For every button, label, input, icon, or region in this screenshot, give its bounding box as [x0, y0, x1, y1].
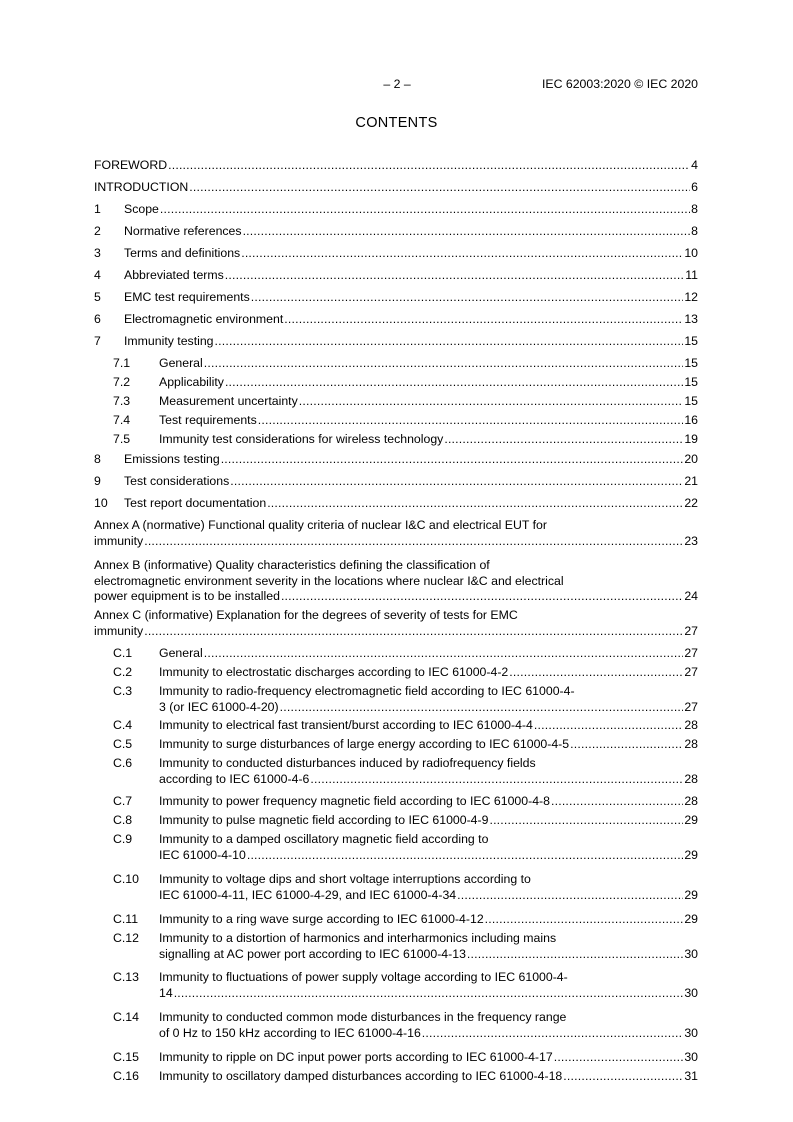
toc-entry-title: immunity	[94, 533, 144, 548]
toc-entry-title: Immunity to radio-frequency electromagnetic field according to IEC 61000-4-	[159, 684, 575, 698]
toc-page-number: 15	[684, 356, 698, 370]
toc-entry[interactable]	[94, 1069, 698, 1085]
toc-page-number: 8	[691, 202, 698, 216]
toc-page-number: 30	[684, 1025, 698, 1040]
toc-entry-title: Electromagnetic environment	[124, 312, 284, 326]
toc-page-number: 28	[684, 718, 698, 732]
toc-entry[interactable]	[94, 756, 698, 787]
toc-entry-title: Immunity to power frequency magnetic field according to IEC 61000-4-8	[159, 794, 550, 808]
toc-page-number: 12	[684, 290, 698, 304]
toc-entry[interactable]	[94, 718, 698, 734]
toc-entry[interactable]	[94, 794, 698, 810]
toc-entry-title: Immunity to a damped oscillatory magnetic field according to	[159, 832, 489, 846]
toc-entry-number: C.15	[113, 1050, 139, 1064]
toc-page-number: 29	[684, 847, 698, 862]
toc-entry-number: C.4	[113, 718, 133, 732]
toc-entry-number: 8	[94, 452, 101, 466]
toc-entry-number: 4	[94, 268, 101, 282]
toc-entry[interactable]	[94, 496, 698, 512]
toc-leader-dots	[144, 534, 683, 550]
toc-entry[interactable]	[94, 413, 698, 429]
toc-entry-number: C.8	[113, 813, 133, 827]
toc-page-number: 23	[684, 533, 698, 548]
toc-entry[interactable]	[94, 474, 698, 490]
toc-entry[interactable]	[94, 224, 698, 240]
toc-entry-number: 5	[94, 290, 101, 304]
toc-leader-dots	[563, 1069, 683, 1085]
toc-leader-dots	[225, 375, 683, 391]
toc-entry-number: C.6	[113, 756, 133, 770]
toc-entry-title: Test report documentation	[124, 496, 267, 510]
toc-leader-dots	[174, 986, 684, 1002]
toc-entry[interactable]	[94, 432, 698, 448]
toc-entry-title: FOREWORD	[94, 158, 168, 172]
toc-page-number: 30	[684, 1050, 698, 1064]
toc-page-number: 15	[684, 375, 698, 389]
toc-leader-dots	[258, 413, 684, 429]
toc-page-number: 30	[684, 946, 698, 961]
toc-page-number: 16	[684, 413, 698, 427]
toc-entry-number: C.2	[113, 665, 133, 679]
toc-page-number: 11	[685, 268, 698, 282]
toc-leader-dots	[570, 737, 683, 753]
toc-entry-number: C.7	[113, 794, 133, 808]
toc-page-number: 27	[684, 646, 698, 660]
toc-leader-dots	[284, 312, 683, 328]
toc-leader-dots	[230, 474, 683, 490]
toc-leader-dots	[144, 624, 683, 640]
toc-entry-title: Annex C (informative) Explanation for the degrees of severity of tests for EMC	[94, 608, 518, 622]
toc-entry[interactable]	[94, 684, 698, 715]
toc-entry-title: Immunity to a distortion of harmonics and interharmonics including mains	[159, 931, 557, 945]
toc-page-number: 6	[691, 180, 698, 194]
toc-entry-title: Measurement uncertainty	[159, 394, 298, 408]
toc-entry-title: INTRODUCTION	[94, 180, 189, 194]
toc-leader-dots	[204, 356, 684, 372]
toc-entry[interactable]	[94, 180, 698, 196]
toc-leader-dots	[280, 700, 684, 716]
toc-entry-title: IEC 61000-4-11, IEC 61000-4-29, and IEC 61000-4-34	[159, 887, 457, 902]
toc-entry-title: Scope	[124, 202, 159, 216]
toc-page-number: 15	[684, 394, 698, 408]
toc-entry-title: Test requirements	[159, 413, 257, 427]
toc-entry[interactable]	[94, 608, 698, 639]
toc-page-number: 28	[684, 737, 698, 751]
toc-leader-dots	[444, 432, 683, 448]
toc-entry-title: General	[159, 356, 203, 370]
page-title: CONTENTS	[355, 115, 438, 131]
toc-page-number: 20	[684, 452, 698, 466]
toc-entry[interactable]	[94, 334, 698, 350]
toc-entry-number: 7.5	[113, 432, 131, 446]
toc-entry-title: Immunity to voltage dips and short voltage interruptions according to	[159, 872, 531, 886]
toc-entry-title: signalling at AC power port according to IEC 61000-4-13	[159, 946, 466, 961]
toc-entry-number: 3	[94, 246, 101, 260]
toc-entry-number: 7.1	[113, 356, 131, 370]
toc-entry-number: 6	[94, 312, 101, 326]
toc-entry-number: 7.4	[113, 413, 131, 427]
toc-entry[interactable]	[94, 158, 698, 174]
toc-entry[interactable]	[94, 558, 698, 605]
toc-entry[interactable]	[94, 1010, 698, 1041]
toc-leader-dots	[457, 888, 683, 904]
toc-entry-title: according to IEC 61000-4-6	[159, 771, 310, 786]
toc-leader-dots	[489, 813, 683, 829]
page-number: – 2 –	[383, 77, 411, 91]
toc-entry-title: 14	[159, 985, 173, 1000]
toc-entry-number: C.9	[113, 832, 133, 846]
toc-entry-title: 3 (or IEC 61000-4-20)	[159, 699, 279, 714]
toc-entry[interactable]	[94, 518, 698, 549]
toc-leader-dots	[551, 794, 683, 810]
toc-page-number: 19	[684, 432, 698, 446]
toc-page-number: 28	[684, 794, 698, 808]
toc-entry-title: Normative references	[124, 224, 242, 238]
toc-entry-title: Immunity to conducted common mode disturbances in the frequency range	[159, 1010, 567, 1024]
toc-entry[interactable]	[94, 872, 698, 903]
toc-entry[interactable]	[94, 912, 698, 928]
toc-leader-dots	[251, 290, 684, 306]
toc-page-number: 29	[684, 912, 698, 926]
toc-page-number: 27	[684, 623, 698, 638]
toc-entry-title: Immunity to a ring wave surge according to IEC 61000-4-12	[159, 912, 484, 926]
toc-entry[interactable]	[94, 290, 698, 306]
toc-page-number: 29	[684, 887, 698, 902]
toc-entry-number: 7.2	[113, 375, 131, 389]
toc-page-number: 30	[684, 985, 698, 1000]
toc-page-number: 22	[684, 496, 698, 510]
toc-entry[interactable]	[94, 737, 698, 753]
toc-entry-number: C.5	[113, 737, 133, 751]
toc-entry[interactable]	[94, 646, 698, 662]
toc-leader-dots	[160, 202, 690, 218]
toc-entry-number: C.3	[113, 684, 133, 698]
toc-entry-number: 2	[94, 224, 101, 238]
toc-page-number: 29	[684, 813, 698, 827]
toc-leader-dots	[247, 848, 683, 864]
toc-entry[interactable]	[94, 931, 698, 962]
toc-entry[interactable]	[94, 268, 698, 284]
toc-entry[interactable]	[94, 202, 698, 218]
toc-entry-title: Terms and definitions	[124, 246, 241, 260]
toc-entry[interactable]	[94, 832, 698, 863]
toc-leader-dots	[467, 947, 683, 963]
toc-leader-dots	[189, 180, 690, 196]
toc-entry-title: Annex A (normative) Functional quality criteria of nuclear I&C and electrical EUT for	[94, 518, 547, 532]
toc-entry-title: IEC 61000-4-10	[159, 847, 246, 862]
toc-leader-dots	[267, 496, 683, 512]
toc-entry[interactable]	[94, 394, 698, 410]
toc-entry-title: Test considerations	[124, 474, 230, 488]
toc-entry-number: 7.3	[113, 394, 131, 408]
toc-page-number: 27	[684, 665, 698, 679]
toc-entry-title: Applicability	[159, 375, 224, 389]
toc-entry-title: General	[159, 646, 203, 660]
toc-entry-number: C.10	[113, 872, 139, 886]
toc-entry-number: C.12	[113, 931, 139, 945]
toc-entry[interactable]	[94, 1050, 698, 1066]
toc-entry[interactable]	[94, 452, 698, 468]
toc-entry-title: Immunity to pulse magnetic field according to IEC 61000-4-9	[159, 813, 489, 827]
toc-entry-title: Immunity testing	[124, 334, 214, 348]
toc-page-number: 27	[684, 699, 698, 714]
toc-leader-dots	[310, 772, 683, 788]
toc-entry-title: EMC test requirements	[124, 290, 250, 304]
toc-entry-title: electromagnetic environment severity in the locations where nuclear I&C and electrical	[94, 573, 564, 588]
toc-entry-title: Immunity to conducted disturbances induced by radiofrequency fields	[159, 756, 536, 770]
toc-entry-title: Immunity to electrostatic discharges according to IEC 61000-4-2	[159, 665, 509, 679]
toc-leader-dots	[422, 1026, 684, 1042]
toc-entry-number: C.1	[113, 646, 133, 660]
toc-page-number: 8	[691, 224, 698, 238]
toc-entry-number: C.16	[113, 1069, 139, 1083]
toc-entry-title: Abbreviated terms	[124, 268, 224, 282]
toc-entry[interactable]	[94, 665, 698, 681]
toc-entry-title: Immunity test considerations for wireless technology	[159, 432, 444, 446]
toc-entry-title: Immunity to surge disturbances of large energy according to IEC 61000-4-5	[159, 737, 570, 751]
toc-page-number: 10	[684, 246, 698, 260]
toc-entry-title: Emissions testing	[124, 452, 220, 466]
toc-entry[interactable]	[94, 246, 698, 262]
toc-page-number: 15	[684, 334, 698, 348]
toc-entry[interactable]	[94, 356, 698, 372]
toc-entry[interactable]	[94, 312, 698, 328]
toc-entry[interactable]	[94, 375, 698, 391]
toc-page-number: 31	[684, 1069, 698, 1083]
toc-leader-dots	[204, 646, 684, 662]
toc-entry[interactable]	[94, 970, 698, 1001]
toc-entry-title: immunity	[94, 623, 144, 638]
toc-leader-dots	[241, 246, 683, 262]
toc-entry-title: power equipment is to be installed	[94, 589, 280, 603]
toc-entry-title: Immunity to fluctuations of power supply voltage according to IEC 61000-4-	[159, 970, 568, 984]
toc-leader-dots	[225, 268, 684, 284]
toc-entry[interactable]	[94, 813, 698, 829]
toc-page-number: 21	[684, 474, 698, 488]
toc-entry-title: Immunity to oscillatory damped disturbances according to IEC 61000-4-18	[159, 1069, 563, 1083]
toc-leader-dots	[243, 224, 691, 240]
toc-page-number: 13	[684, 312, 698, 326]
toc-entry-title: Annex B (informative) Quality characteristics defining the classification of	[94, 558, 490, 572]
toc-leader-dots	[221, 452, 684, 468]
toc-page-number: 28	[684, 771, 698, 786]
toc-entry-title: Immunity to electrical fast transient/burst according to IEC 61000-4-4	[159, 718, 533, 732]
toc-entry-number: 1	[94, 202, 101, 216]
toc-entry-title: Immunity to ripple on DC input power ports according to IEC 61000-4-17	[159, 1050, 553, 1064]
toc-page-number: 4	[691, 158, 698, 172]
toc-leader-dots	[281, 589, 683, 605]
toc-leader-dots	[168, 158, 690, 174]
toc-leader-dots	[215, 334, 684, 350]
toc-entry-number: C.14	[113, 1010, 139, 1024]
toc-leader-dots	[299, 394, 684, 410]
toc-leader-dots	[554, 1050, 684, 1066]
toc-entry-number: C.13	[113, 970, 139, 984]
toc-leader-dots	[509, 665, 683, 681]
toc-entry-title: of 0 Hz to 150 kHz according to IEC 61000-4-16	[159, 1025, 421, 1040]
toc-entry-number: C.11	[113, 912, 139, 926]
document-id: IEC 62003:2020 © IEC 2020	[541, 77, 698, 91]
toc-entry-number: 7	[94, 334, 101, 348]
toc-entry-number: 9	[94, 474, 101, 488]
toc-leader-dots	[534, 718, 683, 734]
toc-entry-number: 10	[94, 496, 108, 510]
toc-leader-dots	[485, 912, 684, 928]
toc-page-number: 24	[684, 589, 698, 603]
